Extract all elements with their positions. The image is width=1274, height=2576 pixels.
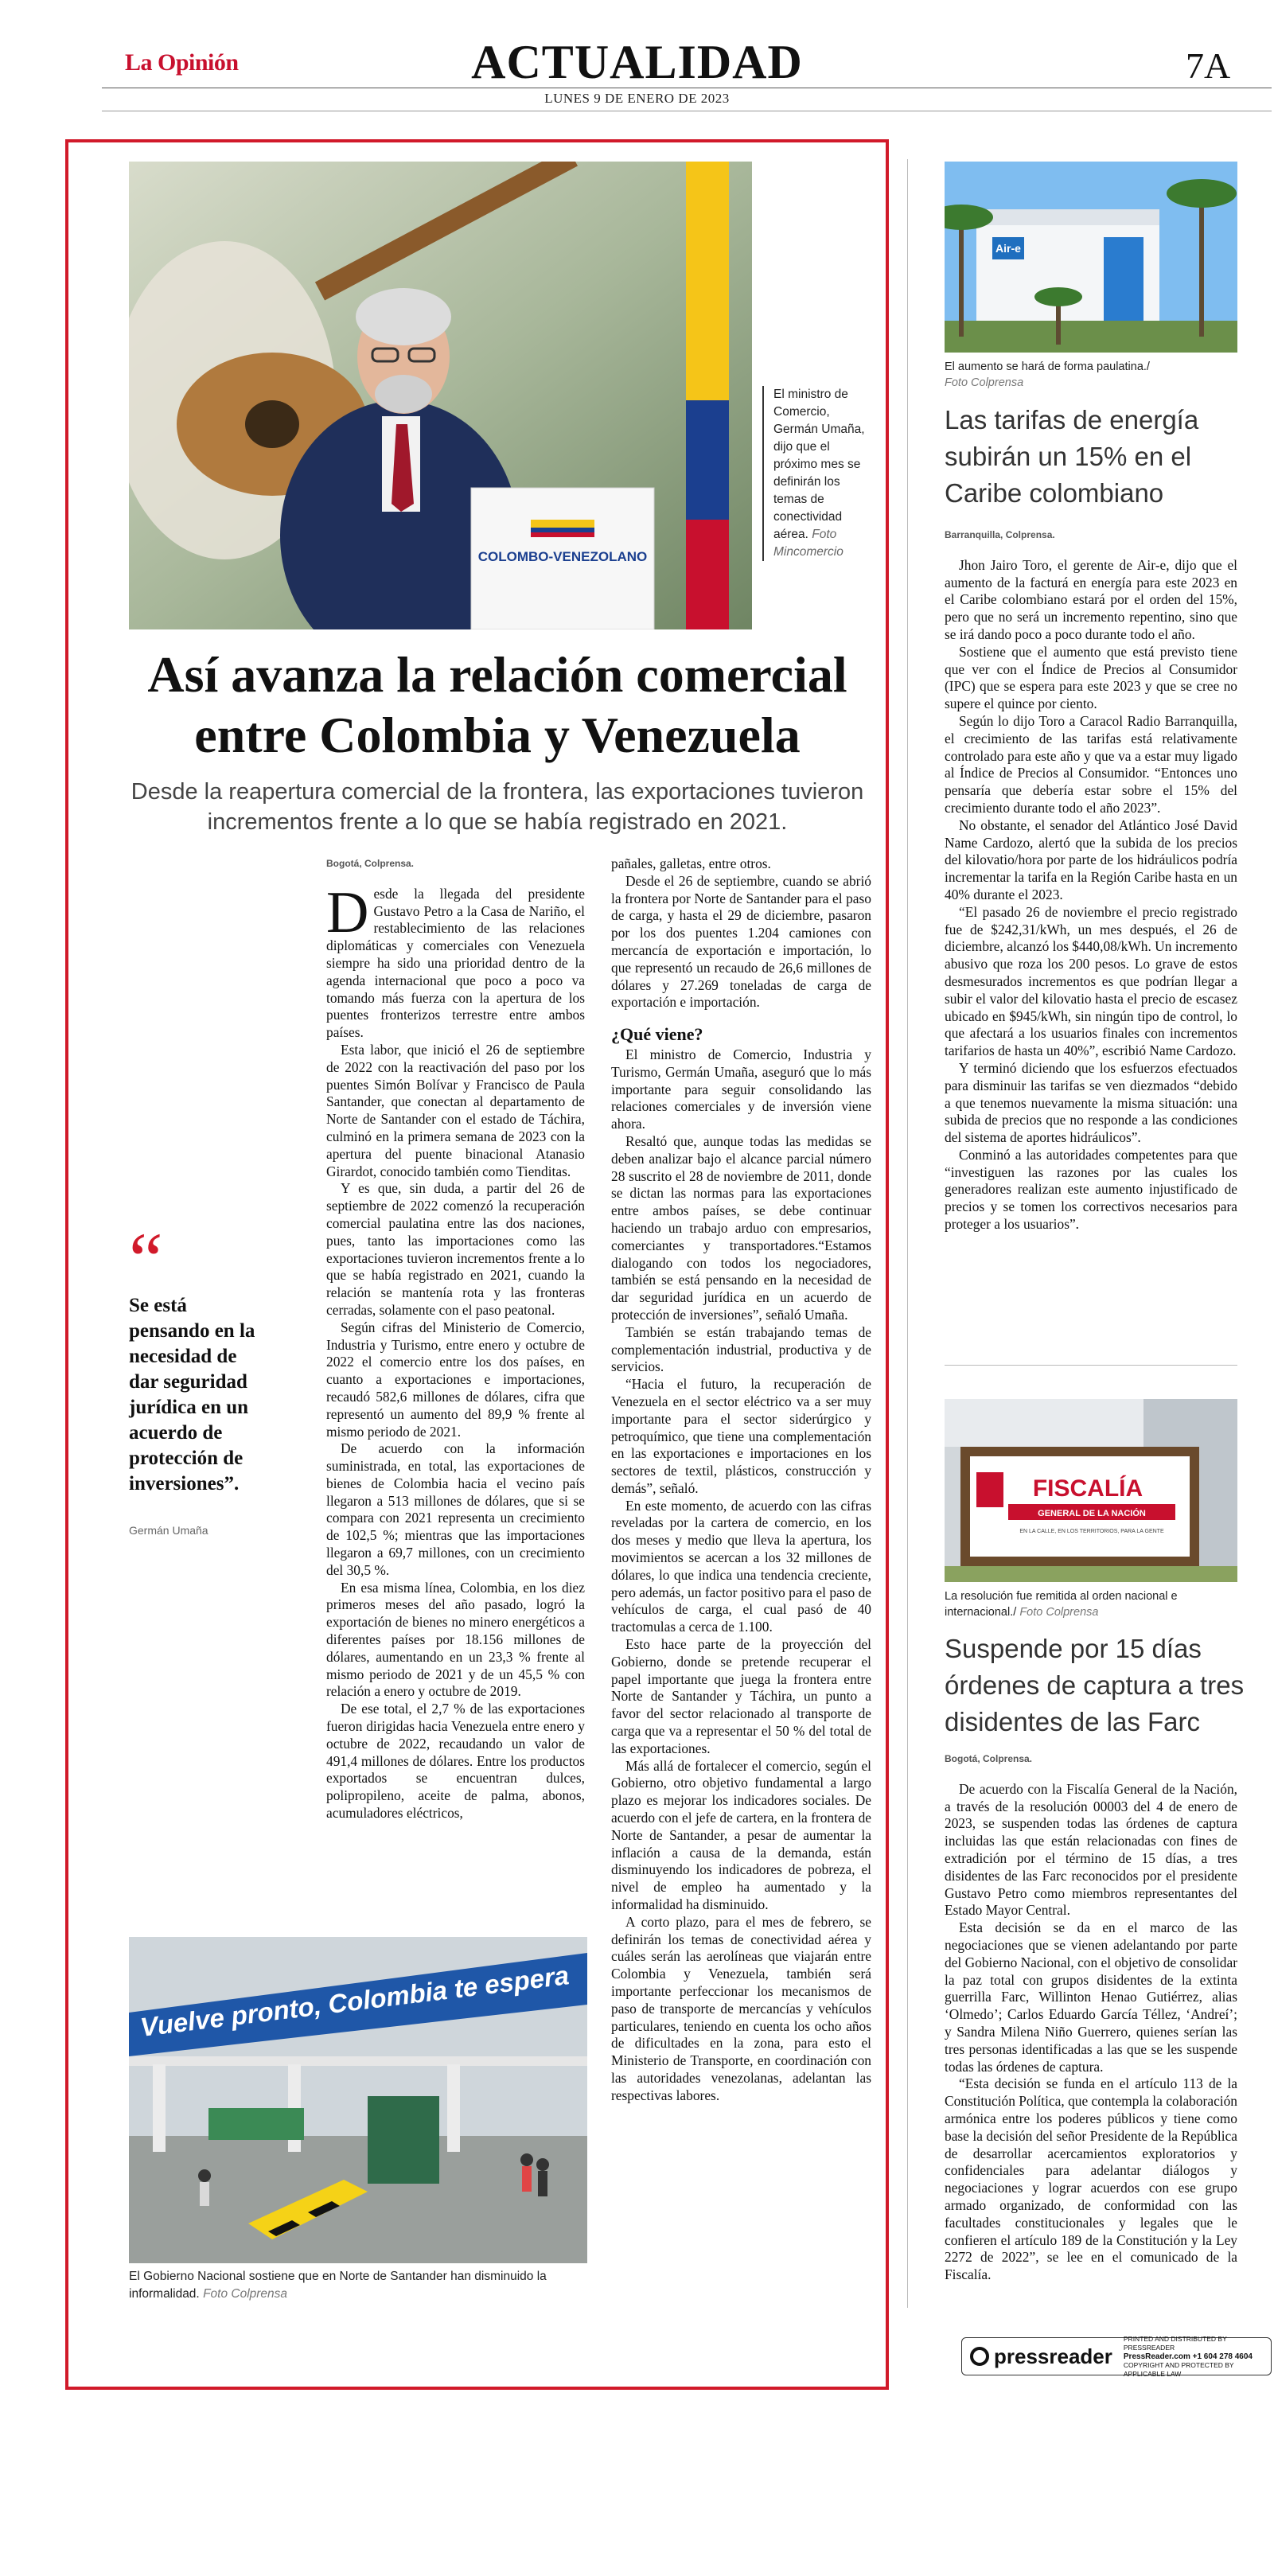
energy-building-illustration <box>945 162 1237 353</box>
main-deck: Desde la reapertura comercial de la frontera, las exportaciones tuvieron incrementos frente a lo que se había registrado en 2021. <box>131 779 864 835</box>
article-paragraph: Esto hace parte de la proyección del Gobierno, donde se pretende recuperar el papel importante que juega la frontera entre Norte de Santander y Táchira, un punto a favor del sector relacionado al transporte de carga que va a representar el 50 % del total de las exportaciones. <box>611 1636 871 1756</box>
energy-paragraph: Jhon Jairo Toro, el gerente de Air-e, dijo que el aumento de la facturá en energía para este 2023 en el Caribe colombiano estará por el orden del 15%, pero que no será un incremento repentino, sino que se irá dando poco a poco durante todo el año. <box>945 556 1237 642</box>
fiscalia-photo-credit: Foto Colprensa <box>1019 1606 1099 1619</box>
energy-photo-caption-text: El aumento se hará de forma paulatina./ <box>945 360 1150 373</box>
pressreader-icon <box>970 2347 989 2366</box>
fiscalia-photo-caption-text: La resolución fue remitida al orden nacional e internacional./ <box>945 1590 1178 1619</box>
dropcap: D <box>326 879 369 945</box>
bottom-photo-caption <box>129 2268 598 2303</box>
main-photo-credit: Foto Mincomercio <box>773 528 843 559</box>
main-photo-caption <box>762 386 874 561</box>
quote-mark-icon: “ <box>129 1217 163 1302</box>
energy-paragraph: No obstante, el senador del Atlántico José David Name Cardozo, alertó que la subida de los precios del kilovatio/hora por parte de los hidráulicos podría incrementar la tarifa en la Región Caribe hasta en un 40% durante el 2023. <box>945 816 1237 902</box>
article-paragraph: Desde el 26 de septiembre, cuando se abrió la frontera por Norte de Santander para el paso de carga, y hasta el 29 de diciembre, pasaron por los dos puentes 1.204 camiones con mercancía de exportación e importación, lo que representó un recaudo de 26,6 millones de dólares y 27.269 toneladas de carga de exportación e importación. <box>611 872 871 1011</box>
main-headline: Así avanza la relación comercial entre Colombia y Venezuela <box>147 646 847 763</box>
energy-article-body <box>945 527 1237 1233</box>
border-bridge-photo <box>129 1937 587 2263</box>
page-number: 7A <box>1186 45 1231 86</box>
fiscalia-headline: Suspende por 15 días órdenes de captura a tres disidentes de las Farc <box>945 1634 1245 1736</box>
fiscalia-sign-illustration <box>945 1399 1237 1582</box>
article-column-2 <box>611 855 871 2105</box>
main-photo-minister <box>129 162 752 629</box>
article-paragraph: Desde la llegada del presidente Gustavo Petro a la Casa de Nariño, el restablecimiento de las relaciones diplomáticas y comerciales con Venezuela siempre ha sido una prioridad dentro de la agenda internacional que poco a poco va tomando más fuerza con la apertura de los puentes fronterizos terrestre entre ambos países. <box>326 879 585 1041</box>
article-paragraph: De ese total, el 2,7 % de las exportaciones fueron dirigidas hacia Venezuela entre enero y octubre de 2022, recaudando un valor de 491,4 millones de dólares. Entre los productos exportados se encuentran dulces, polipropileno, aceite de palma, abonos, acumuladores eléctricos, <box>326 1701 585 1822</box>
article-paragraph: Esta labor, que inició el 26 de septiembre de 2022 con la reactivación del paso por los puentes Simón Bolívar y Francisco de Paula Santander, que conectan al departamento de Norte de Santander con el estado de Táchira, culminó en la primera semana de 2023 con la apertura del puente binacional Atanasio Girardot, conocido también como Tienditas. <box>326 1041 585 1179</box>
pressreader-logo: pressreader <box>970 2344 1112 2369</box>
energy-paragraph: Conminó a las autoridades competentes para que “investiguen las razones por las cuales los generadores realizan este aumento injustificado de precios y se tomen los correctivos necesarios para proteger a los usuarios”. <box>945 1146 1237 1233</box>
energy-headline: Las tarifas de energía subirán un 15% en el Caribe colombiano <box>945 405 1199 508</box>
energy-building-photo <box>945 162 1237 353</box>
column-divider <box>907 159 908 2308</box>
bridge-sign-text: Vuelve pronto, Colombia te espera <box>138 1960 571 2042</box>
fiscalia-sign-photo <box>945 1399 1237 1582</box>
bottom-photo-caption-text: El Gobierno Nacional sostiene que en Norte de Santander han disminuido la informalidad. <box>129 2270 547 2301</box>
main-photo-caption-text: El ministro de Comercio, Germán Umaña, dijo que el próximo mes se definirán los temas de conectividad aérea. <box>773 388 865 541</box>
article-paragraph: A corto plazo, para el mes de febrero, se definirán los temas de conectividad aérea y cuáles serán las aerolíneas que viajarán entre Colombia y Venezuela, también será importante perfeccionar los mecanismos de paso de transporte de mercancías y vehículos particulares, teniendo en cuenta los ocho años de dificultades en la zona, para esto el Ministerio de Transporte, en coordinación con las autoridades venezolanas, adelantan las respectivas labores. <box>611 1913 871 2103</box>
energy-photo-credit: Foto Colprensa <box>945 376 1024 389</box>
podium-text: COLOMBO-VENEZOLANO <box>477 549 648 564</box>
border-bridge-illustration <box>129 1937 587 2263</box>
article-paragraph: En esa misma línea, Colombia, en los diez primeros meses del año pasado, logró la exportación de bienes no minero energéticos a diferentes países por 18.156 millones de dólares, aumentando en un 23,3 % frente al mismo periodo de 2021 y de un 45,5 % con relación a enero y octubre de 2019. <box>326 1579 585 1700</box>
energy-paragraph: Y terminó diciendo que los esfuerzos efectuados para disminuir las tarifas se ven diezmados “debido a que tenemos nuevamente la misma situación: una subida de precios que no responde a las condiciones del sistema de aportes hidráulicos”. <box>945 1059 1237 1146</box>
newspaper-logo[interactable]: La Opinión <box>125 49 239 76</box>
article-paragraph: También se están trabajando temas de complementación industrial, productiva y de servicios. <box>611 1323 871 1375</box>
fiscalia-sign-title: FISCALÍA <box>1032 1475 1143 1502</box>
fiscalia-sign-subtitle: GENERAL DE LA NACIÓN <box>1038 1509 1146 1518</box>
fiscalia-photo-caption <box>945 1588 1237 1620</box>
article-paragraph: Más allá de fortalecer el comercio, según el Gobierno, otro objetivo fundamental a largo plazo es mejorar los indicadores sociales. De acuerdo con el jefe de cartera, en la frontera de Norte de Santander, a pesar de aumentar la inflación a causa de la demanda, están disminuyendo los indicadores de pobreza, el nivel de empleo ha aumentado y la informalidad ha disminuido. <box>611 1757 871 1913</box>
bottom-photo-credit: Foto Colprensa <box>203 2287 288 2301</box>
energy-paragraph: Sostiene que el aumento que está previsto tiene que ver con el Índice de Precios al Consumidor (IPC) que se espera para este 2023 y que se cree no supere el quince por ciento. <box>945 643 1237 712</box>
pressreader-notice: PRINTED AND DISTRIBUTED BY PRESSREADER PressReader.com +1 604 278 4604 COPYRIGHT AND PROTECTED BY APPLICABLE LAW <box>1123 2334 1253 2378</box>
dateline: LUNES 9 DE ENERO DE 2023 <box>544 91 730 106</box>
pull-quote: Se está pensando en la necesidad de dar seguridad jurídica en un acuerdo de protección de inversiones”. <box>129 1295 255 1495</box>
energy-paragraph: “El pasado 26 de noviembre el precio registrado fue de $242,31/kWh, un mes después, el 26 de diciembre, alcanzó los $440,08/kWh. Un incremento abusivo que roza los 200 pesos. Lo grave de estos desmesurados incrementos es que podrían llegar a subir el valor del kilovatio hasta el precio de escasez ubicado en $945/kWh, sin ningún tipo de control, lo que afectará a los usuarios finales con incrementos tarifarios de hasta un 40%”, escribió Name Cardozo. <box>945 903 1237 1059</box>
article-paragraph: Según cifras del Ministerio de Comercio, Industria y Turismo, entre enero y octubre de 2022 el comercio entre los dos países, en cuanto a exportaciones e importaciones, recaudó 582,6 millones de dólares, cifra que representó un aumento del 89,9 % frente al mismo periodo de 2021. <box>326 1319 585 1440</box>
building-sign: Air-e <box>995 242 1021 255</box>
article-paragraph: pañales, galletas, entre otros. <box>611 855 771 871</box>
article-column-1 <box>326 855 585 1822</box>
energy-byline: Barranquilla, Colprensa. <box>945 529 1055 540</box>
article-paragraph: “Hacia el futuro, la recuperación de Venezuela en el sector eléctrico va a ser muy importante para el sector siderúrgico y petroquímico, que tiene una complementación en las exportaciones e importaciones en los sectores de textil, plásticos, construcción y demás”, señaló. <box>611 1376 871 1496</box>
fiscalia-article-body <box>945 1751 1237 2284</box>
pull-quote-attribution: Germán Umaña <box>129 1524 208 1537</box>
energy-paragraph: Según lo dijo Toro a Caracol Radio Barranquilla, el crecimiento de las tarifas está relativamente controlado para este año y que va a estar muy ligado al Índice de Precios al Consumidor. “Entonces uno pensaría que debería estar sobre el 15% del crecimiento durante todo el año 2023”. <box>945 712 1237 816</box>
masthead <box>0 0 1274 106</box>
article-paragraph: Resaltó que, aunque todas las medidas se deben analizar bajo el alcance parcial número 28 suscrito el 28 de noviembre de 2011, donde se dictan las normas para las exportaciones entre ambos países, se debe continuar haciendo un trabajo arduo con empresarios, comerciantes y transportadores.“Estamos dialogando con todos los negociadores, también se está pensando en la necesidad de dar seguridad jurídica en un acuerdo de protección de inversiones”, señaló Umaña. <box>611 1132 871 1323</box>
article-paragraph: Y es que, sin duda, a partir del 26 de septiembre de 2022 comenzó la recuperación comercial paulatina entre las dos naciones, pues, tanto las importaciones como las exportaciones tuvieron incrementos frente a lo que se había registrado en 2021, cuando la relación se mantenía rota y las fronteras cerradas, solamente con el paso peatonal. <box>326 1180 585 1318</box>
side-story-separator <box>945 1365 1237 1366</box>
article-subhead: ¿Qué viene? <box>611 1024 703 1045</box>
fiscalia-paragraph: De acuerdo con la Fiscalía General de la Nación, a través de la resolución 00003 del 4 de enero de 2023, se suspenden todas las órdenes de captura incluidas las que están relacionadas con fines de extradición por el término de 15 días, a tres disidentes de las Farc reconocidos por el presidente Gustavo Petro como miembros representantes del Estado Mayor Central. <box>945 1780 1237 1919</box>
article-paragraph: El ministro de Comercio, Industria y Turismo, Germán Umaña, aseguró que lo más importante para seguir consolidando las relaciones comerciales y de inversión viene ahora. <box>611 1046 871 1132</box>
fiscalia-paragraph: Esta decisión se da en el marco de las negociaciones que se vienen adelantando por parte del Gobierno Nacional, con el objetivo de consolidar la paz total con grupos disidentes de la extinta guerrilla Farc, Willinton Henao Gutiérrez, alias ‘Olmedo’; Carlos Eduardo García Téllez, ‘Andreí’; y Sandra Milena Niño Guerrero, quienes serían las tres personas identificadas a las que se les suspende todas las órdenes de captura. <box>945 1919 1237 2075</box>
article-paragraph: En este momento, de acuerdo con las cifras reveladas por la cartera de comercio, en los dos meses y medio que lleva la apertura, los movimientos se acercan a los 32 millones de dólares, lo que indica una tendencia creciente, pero además, un factor positivo para el paso de vehículos de carga, el cual pasó de 40 tractomulas a cerca de 1.100. <box>611 1497 871 1635</box>
article-paragraph: De acuerdo con la información suministrada, en total, las exportaciones de bienes de Colombia hacia el vecino país llegaron a 513 millones de dólares, que si se compara con 2021 representa un crecimiento de 102,5 %; mientras que las importaciones llegaron a 69,7 millones, con un crecimiento del 30,5 %. <box>326 1440 585 1578</box>
fiscalia-byline: Bogotá, Colprensa. <box>945 1753 1033 1764</box>
pressreader-badge[interactable] <box>961 2334 1272 2378</box>
fiscalia-paragraph: “Esta decisión se funda en el artículo 113 de la Constitución Política, que contempla la colaboración armónica entre los poderes públicos y tiene como base la decisión del señor Presidente de la República de desarrollar acercamientos exploratorios y confidenciales para adelantar diálogos y negociaciones y lograr acuerdos con ese grupo armado organizado, de conformidad con las facultades constitucionales y legales que le confieren el artículo 189 de la Constitución y la Ley 2272 de 2022”, se lee en el comunicado de la Fiscalía. <box>945 2075 1238 2283</box>
fiscalia-sign-motto: EN LA CALLE, EN LOS TERRITORIOS, PARA LA GENTE <box>1019 1529 1164 1534</box>
section-title: ACTUALIDAD <box>471 36 803 88</box>
article-byline: Bogotá, Colprensa. <box>326 858 415 869</box>
minister-illustration <box>129 162 752 629</box>
energy-photo-caption <box>945 359 1237 391</box>
